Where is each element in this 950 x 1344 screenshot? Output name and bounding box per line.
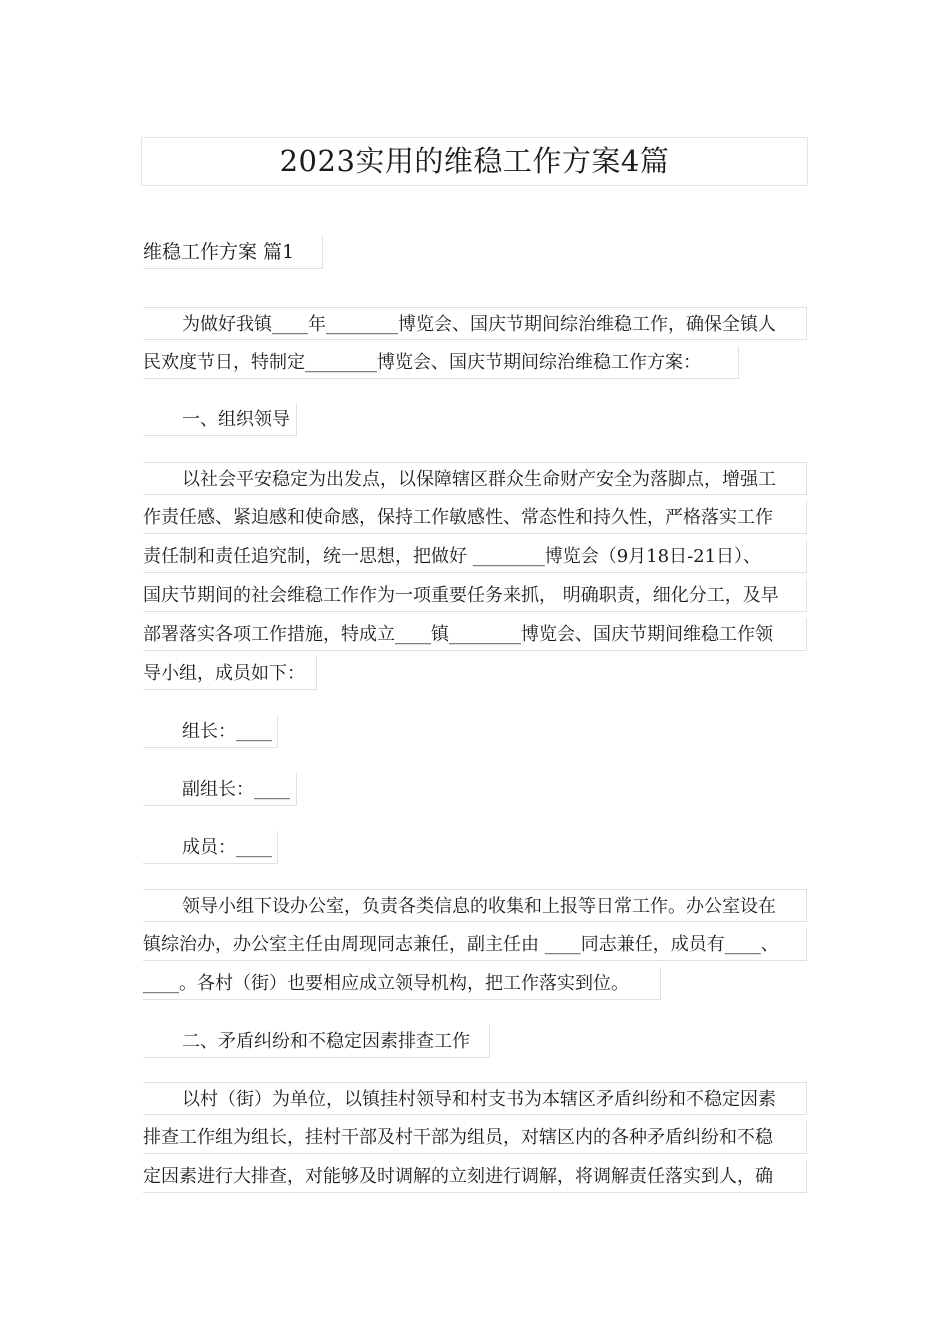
para-2-line-3: ____。各村（街）也要相应成立领导机构，把工作落实到位。	[143, 967, 661, 1000]
intro-line-2: 民欢度节日，特制定________博览会、国庆节期间综治维稳工作方案：	[143, 346, 739, 379]
para-1-line-6: 导小组，成员如下：	[143, 657, 317, 690]
intro-line-1: 为做好我镇____年________博览会、国庆节期间综治维稳工作，确保全镇人	[143, 307, 807, 340]
heading-organization: 一、组织领导	[143, 403, 297, 436]
deputy-leader-line: 副组长：____	[143, 773, 297, 806]
para-2-line-1: 领导小组下设办公室，负责各类信息的收集和上报等日常工作。办公室设在	[143, 889, 807, 922]
para-1-line-1: 以社会平安稳定为出发点，以保障辖区群众生命财产安全为落脚点，增强工	[143, 462, 807, 495]
para-3-line-3: 定因素进行大排查，对能够及时调解的立刻进行调解，将调解责任落实到人，确	[143, 1160, 807, 1193]
para-1-line-4: 国庆节期间的社会维稳工作作为一项重要任务来抓， 明确职责，细化分工，及早	[143, 579, 807, 612]
heading-dispute-screening: 二、矛盾纠纷和不稳定因素排查工作	[143, 1025, 490, 1058]
para-1-line-3: 责任制和责任追究制，统一思想，把做好 ________博览会（9月18日-21日）、	[143, 540, 807, 573]
members-line: 成员：____	[143, 831, 278, 864]
para-1-line-2: 作责任感、紧迫感和使命感，保持工作敏感性、常态性和持久性，严格落实工作	[143, 501, 807, 534]
leader-line: 组长：____	[143, 715, 278, 748]
para-3-line-1: 以村（街）为单位，以镇挂村领导和村支书为本辖区矛盾纠纷和不稳定因素	[143, 1082, 807, 1115]
document-title: 2023实用的维稳工作方案4篇	[141, 137, 808, 186]
para-3-line-2: 排查工作组为组长，挂村干部及村干部为组员，对辖区内的各种矛盾纠纷和不稳	[143, 1121, 807, 1154]
para-1-line-5: 部署落实各项工作措施，特成立____镇________博览会、国庆节期间维稳工作领	[143, 618, 807, 651]
para-2-line-2: 镇综治办，办公室主任由周现同志兼任，副主任由 ____同志兼任，成员有____、	[143, 928, 807, 961]
section-heading: 维稳工作方案 篇1	[143, 236, 323, 269]
